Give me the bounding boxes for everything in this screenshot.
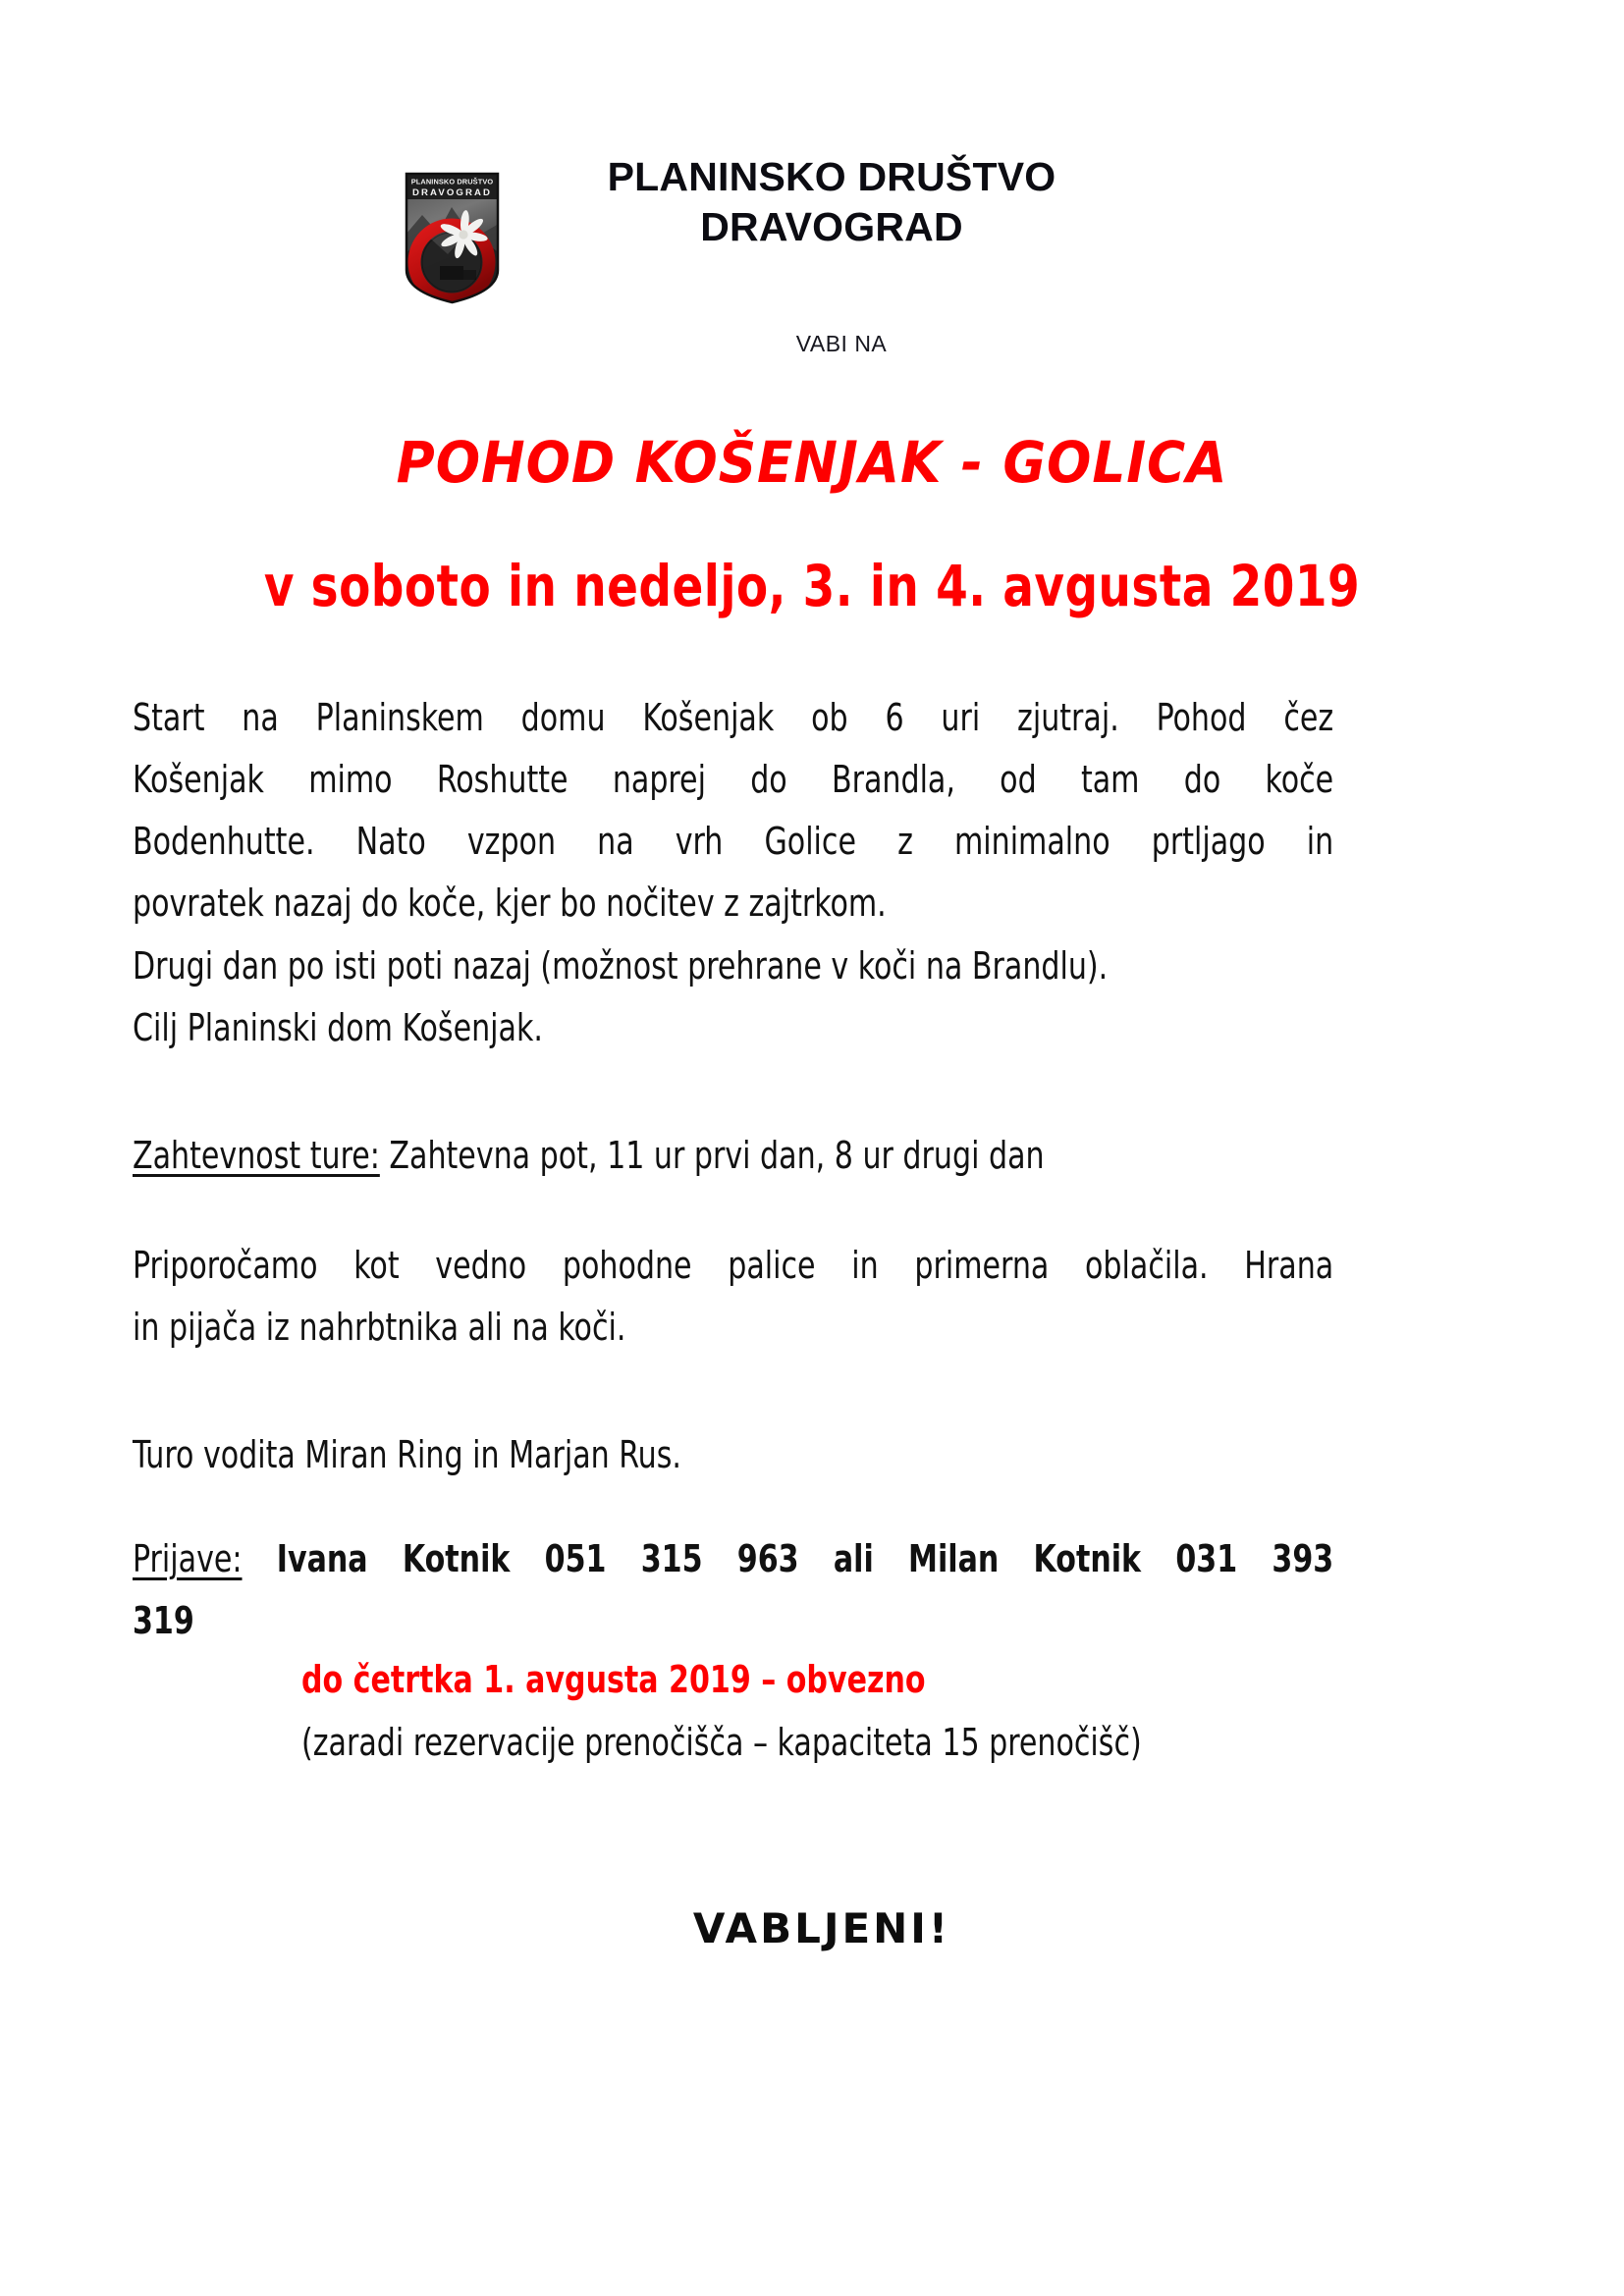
capacity-note: (zaradi rezervacije prenočišča – kapaciteta 15 prenočišč) (301, 1721, 1142, 1764)
event-date-subtitle: v soboto in nedeljo, 3. in 4. avgusta 2019 (263, 553, 1361, 619)
closing-welcome: VABLJENI! (692, 1904, 951, 1952)
recommend-line-2: in pijača iz nahrbtnika ali na koči. (133, 1306, 626, 1349)
paragraph-destination: Cilj Planinski dom Košenjak. (133, 1006, 543, 1049)
difficulty-value: Zahtevna pot, 11 ur prvi dan, 8 ur drugi dan (379, 1134, 1045, 1177)
signup-contacts: Ivana Kotnik 051 315 963 ali Milan Kotnik 031 393 (242, 1537, 1334, 1580)
signup-label: Prijave: (133, 1537, 243, 1580)
invite-label: VABI NA (795, 331, 888, 356)
mountaineering-club-shield-logo (401, 164, 504, 306)
organization-name (557, 152, 1107, 253)
signup-first-line (133, 1528, 1333, 1590)
signup-deadline: do četrtka 1. avgusta 2019 – obvezno (301, 1658, 926, 1701)
paragraph-guides: Turo vodita Miran Ring in Marjan Rus. (133, 1433, 681, 1476)
logo-text-line1: PLANINSKO DRUŠTVO (410, 177, 494, 187)
paragraph-difficulty (133, 1125, 1333, 1187)
recommend-line-1: Priporočamo kot vedno pohodne palice in primerna oblačila. Hrana (133, 1244, 1334, 1287)
intro-line-3: Bodenhutte. Nato vzpon na vrh Golice z minimalno prtljago in (133, 820, 1334, 863)
paragraph-route-description (133, 687, 1333, 934)
paragraph-recommendations (133, 1235, 1333, 1359)
paragraph-signup (133, 1528, 1333, 1652)
intro-line-4: povratek nazaj do koče, kjer bo nočitev z zajtrkom. (133, 881, 887, 925)
difficulty-label: Zahtevnost ture: (133, 1134, 380, 1177)
event-title: POHOD KOŠENJAK - GOLICA (396, 429, 1228, 496)
logo-text-line2: DRAVOGRAD (411, 187, 493, 198)
signup-phone-continuation: 319 (133, 1599, 194, 1642)
intro-line-2: Košenjak mimo Roshutte naprej do Brandla, od tam do koče (133, 758, 1334, 801)
organization-name-line2: DRAVOGRAD (700, 204, 963, 250)
header (0, 152, 1624, 306)
paragraph-second-day: Drugi dan po isti poti nazaj (možnost prehrane v koči na Brandlu). (133, 944, 1109, 988)
intro-line-1: Start na Planinskem domu Košenjak ob 6 uri zjutraj. Pohod čez (133, 696, 1334, 739)
organization-name-line1: PLANINSKO DRUŠTVO (607, 154, 1056, 199)
club-logo (401, 164, 504, 306)
